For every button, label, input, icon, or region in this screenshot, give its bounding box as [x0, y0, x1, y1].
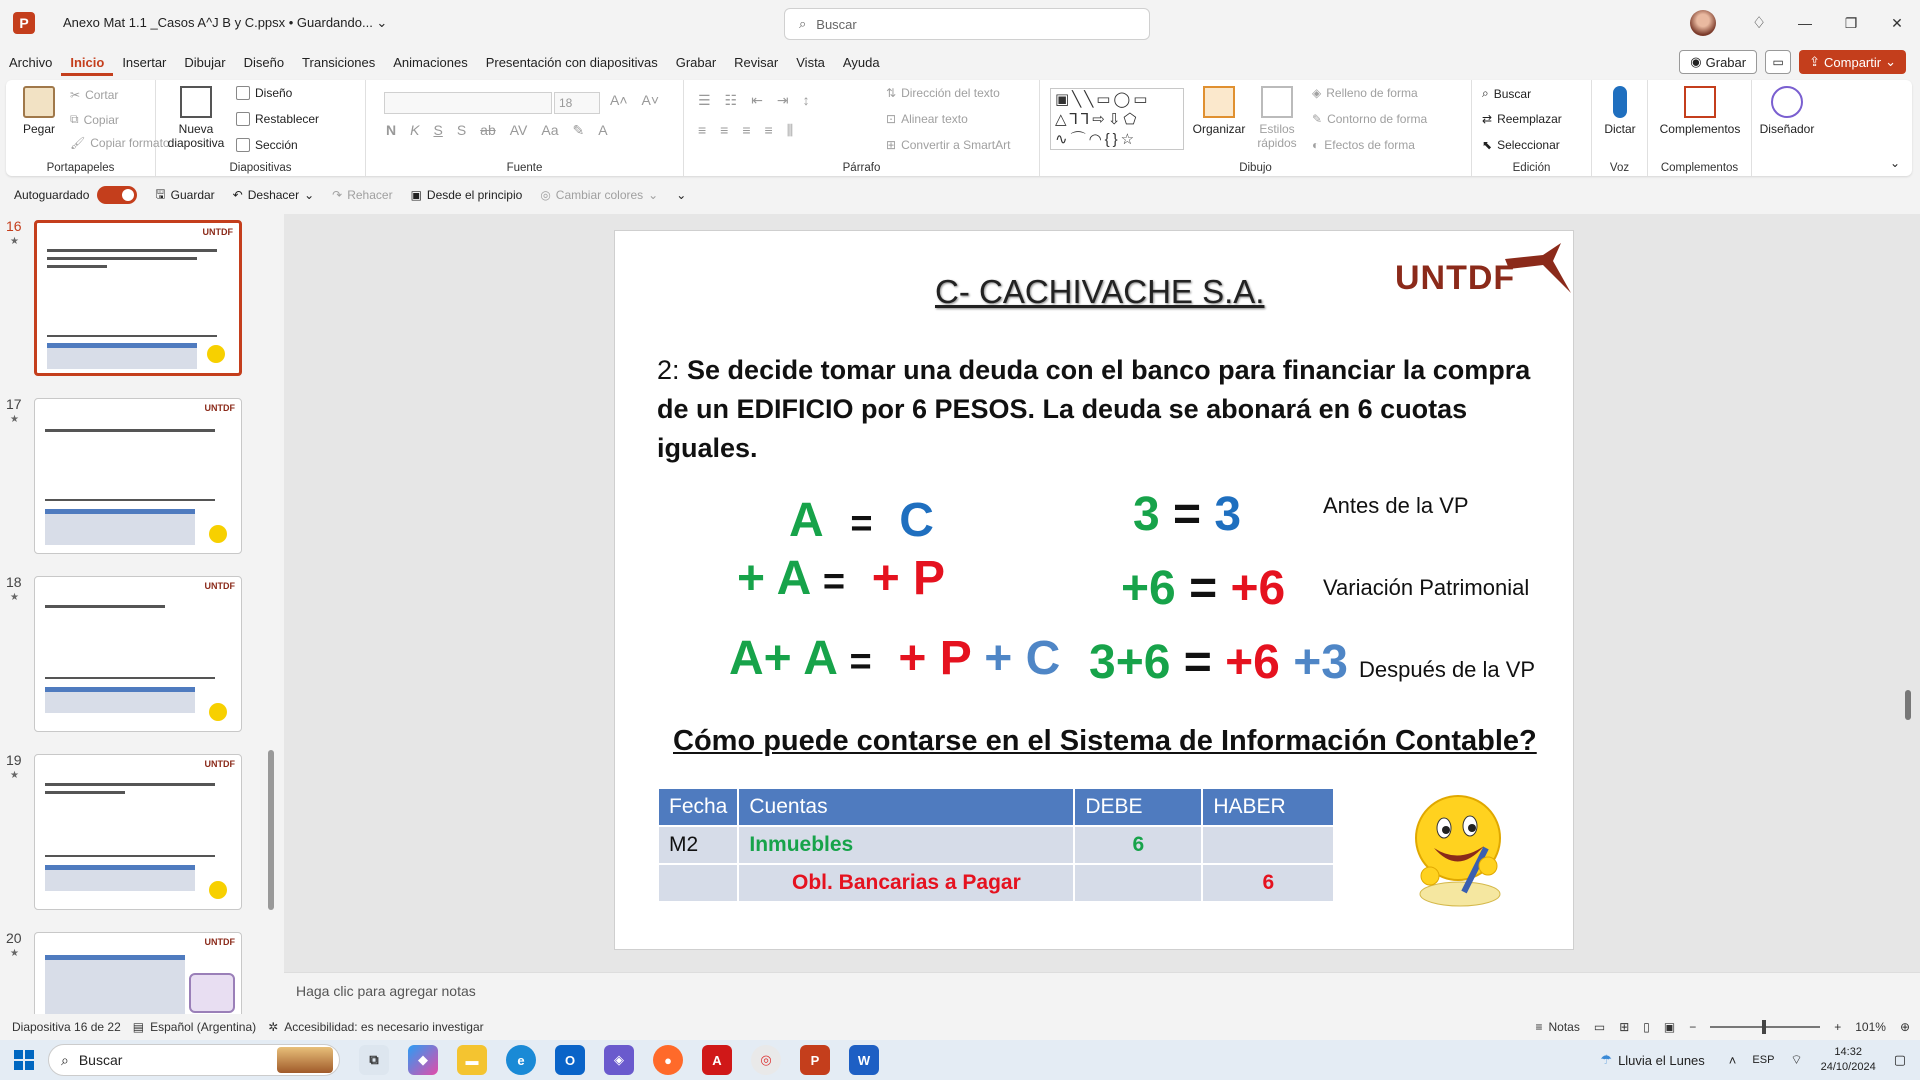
smiley-icon [209, 703, 227, 721]
taskbar [0, 1040, 1920, 1080]
autosave-toggle[interactable] [97, 186, 137, 204]
copy-button[interactable]: ⧉ Copiar [70, 112, 119, 127]
line-spacing-icon[interactable]: ↕ [802, 92, 810, 108]
chevron-down-icon: ⌄ [1885, 54, 1896, 69]
menu-revisar[interactable]: Revisar [734, 55, 779, 70]
slideshow-icon: ▣ [410, 188, 422, 202]
bullets-icon[interactable]: ☰ [698, 92, 711, 108]
text-direction-icon: ⇅ [886, 86, 897, 100]
problem-statement[interactable]: 2: Se decide tomar una deuda con el banco para financiar la compra de un EDIFICIO por 6 PESOS. La deuda se abonará en 6 cuotas iguales. [657, 355, 1531, 463]
network-icon[interactable]: ⌔ [1790, 1052, 1803, 1067]
fill-icon: ◈ [1312, 86, 1322, 100]
group-label: Párrafo [842, 162, 881, 174]
label-variation: Variación Patrimonial [1323, 575, 1530, 600]
thumb-table [45, 687, 195, 713]
thumb-text [47, 265, 107, 268]
designer-icon [1771, 86, 1803, 118]
menu-presentacion[interactable]: Presentación con diapositivas [485, 55, 658, 70]
zoom-in-icon[interactable]: + [1834, 1020, 1842, 1034]
smiley-icon [207, 345, 225, 363]
group-paragraph [684, 80, 1040, 176]
shrink-font-icon[interactable]: A˅ [641, 92, 660, 108]
paste-icon [23, 86, 55, 118]
palette-icon: ◎ [540, 188, 551, 202]
save-icon: 🖫 [155, 186, 166, 201]
cell-haber [1202, 826, 1334, 864]
language-status[interactable]: ▤ Español (Argentina) [132, 1020, 257, 1034]
change-colors-button[interactable]: ◎ Cambiar colores ⌄ [540, 188, 659, 202]
scissors-icon: ✂ [70, 88, 81, 102]
menu-dibujar[interactable]: Dibujar [184, 55, 226, 70]
cell-haber: 6 [1202, 864, 1334, 902]
bird-logo-icon [1503, 241, 1573, 297]
ribbon [6, 80, 1912, 176]
document-title[interactable]: Anexo Mat 1.1 _Casos A^J B y C.ppsx • Guardando... ⌄ [63, 15, 388, 30]
search-input[interactable] [784, 8, 1150, 40]
weather-icon: ☂ [1600, 1052, 1613, 1067]
search-icon: ⌕ [61, 1051, 69, 1068]
equation-variation: + A = + P [737, 552, 946, 605]
thumb-text [45, 499, 215, 501]
group-slides [156, 80, 366, 176]
group-label: Edición [1512, 162, 1551, 174]
smiley-icon [209, 881, 227, 899]
format-painter-button[interactable]: 🖌 Copiar formato [70, 136, 170, 150]
effects-icon: ◐ [1312, 138, 1320, 152]
equation-after: A+ A = + P + C [729, 632, 1061, 685]
comments-button[interactable] [1765, 50, 1791, 74]
thumb-table [45, 865, 195, 891]
smiley-writing-icon [1390, 786, 1520, 916]
arrange-button[interactable]: Organizar [1190, 86, 1248, 136]
dictate-button[interactable]: Dictar [1596, 86, 1644, 136]
thumb-text [47, 249, 217, 252]
group-label: Portapapeles [46, 162, 115, 174]
chrome-icon[interactable]: ◎ [751, 1045, 781, 1075]
comment-icon: ▭ [1772, 55, 1784, 69]
shape-effects-button[interactable]: ◐ Efectos de forma [1312, 138, 1415, 152]
group-editing [1472, 80, 1592, 176]
numbers-variation: +6 = +6 [1121, 562, 1286, 615]
underline-icon[interactable]: S [433, 122, 443, 138]
label-before: Antes de la VP [1323, 493, 1469, 518]
taskbar-search[interactable]: ⌕ Buscar [48, 1044, 340, 1076]
justify-icon[interactable]: ≡ [764, 122, 773, 138]
avatar[interactable] [1690, 10, 1716, 36]
format-buttons [386, 122, 608, 139]
slide-number: 17 [6, 396, 22, 412]
status-bar [0, 1014, 1920, 1040]
cell-cuenta: Obl. Bancarias a Pagar [738, 864, 1074, 902]
house-illustration-icon [277, 1047, 333, 1073]
zoom-level[interactable]: 101% [1855, 1020, 1886, 1034]
editor-scrollbar[interactable] [1902, 220, 1914, 960]
from-start-button[interactable]: ▣ Desde el principio [410, 188, 523, 202]
section-button[interactable]: Sección [236, 138, 298, 152]
record-button[interactable]: ◉ Grabar [1679, 50, 1757, 74]
maximize-button[interactable]: ❐ [1844, 14, 1858, 31]
slide-thumbnail-16[interactable] [34, 220, 242, 376]
undo-button[interactable]: ↶ Deshacer ⌄ [232, 188, 315, 202]
acrobat-icon[interactable]: A [702, 1045, 732, 1075]
shape-outline-button[interactable]: ✎ Contorno de forma [1312, 112, 1428, 126]
search-icon: ⌕ [1482, 86, 1489, 100]
align-left-icon[interactable]: ≡ [698, 122, 707, 138]
group-font [366, 80, 684, 176]
thumb-text [47, 335, 217, 337]
header-haber: HABER [1202, 788, 1334, 826]
slide-thumbnail-19[interactable] [34, 754, 242, 910]
untdf-logo: UNTDF [1395, 259, 1516, 297]
cell-fecha: M2 [658, 826, 738, 864]
new-slide-button[interactable]: Nueva diapositiva [164, 86, 228, 150]
edge-icon[interactable]: e [506, 1045, 536, 1075]
spacing-icon[interactable]: AV [509, 122, 528, 138]
group-label: Complementos [1660, 162, 1739, 174]
section-icon [236, 138, 250, 152]
system-tray [1600, 1040, 1920, 1080]
share-icon: ⇪ [1809, 54, 1821, 69]
new-slide-icon [180, 86, 212, 118]
smartart-icon: ⊞ [886, 138, 897, 152]
notification-icon[interactable]: ▢ [1893, 1052, 1906, 1067]
align-buttons [698, 122, 793, 139]
redo-icon: ↷ [332, 188, 343, 202]
thumb-text [47, 257, 197, 260]
question-heading: Cómo puede contarse en el Sistema de Información Contable? [673, 725, 1537, 757]
weather-text[interactable]: Lluvia el Lunes [1618, 1052, 1705, 1068]
cut-button[interactable]: ✂ Cortar [70, 88, 119, 102]
find-button[interactable]: ⌕ Buscar [1482, 86, 1532, 101]
thumbnail-pane [0, 214, 280, 1014]
search-placeholder: Buscar [816, 16, 857, 32]
header-debe: DEBE [1074, 788, 1202, 826]
thumbnail-scrollbar[interactable] [266, 214, 276, 1014]
slide-number: 20 [6, 930, 22, 946]
addins-icon [1684, 86, 1716, 118]
numbering-icon[interactable]: ☷ [724, 92, 738, 108]
thumb-text [45, 429, 215, 432]
thumb-logo: UNTDF [204, 403, 235, 413]
shape-fill-button[interactable]: ◈ Relleno de forma [1312, 86, 1418, 100]
thumb-logo: UNTDF [204, 581, 235, 591]
columns-icon[interactable]: ⫼ [786, 122, 794, 138]
quick-access-toolbar [0, 180, 1920, 210]
zoom-out-icon[interactable]: − [1689, 1020, 1697, 1034]
thumb-text [45, 783, 215, 786]
autosave: Autoguardado [14, 188, 90, 202]
star-icon: ★ [10, 770, 19, 781]
windows-start-icon[interactable] [14, 1050, 34, 1070]
chevron-up-icon[interactable]: ˄ [1728, 1052, 1737, 1068]
save-button[interactable]: 🖫 Guardar [155, 185, 214, 206]
font-size-buttons [610, 92, 659, 108]
task-view-icon[interactable]: ⧉ [359, 1045, 389, 1075]
redo-button[interactable]: ↷ Rehacer [332, 188, 393, 202]
group-drawing [1040, 80, 1472, 176]
menu-diseno[interactable]: Diseño [243, 55, 285, 70]
paste-button[interactable]: Pegar [16, 86, 62, 136]
group-label: Diapositivas [229, 162, 292, 174]
group-label: Fuente [506, 162, 543, 174]
star-icon: ★ [10, 414, 19, 425]
title-bar [0, 0, 1920, 46]
ribbon-collapse-icon[interactable]: ⌄ [1889, 156, 1900, 170]
replace-button[interactable]: ⇄ Reemplazar [1482, 112, 1562, 126]
group-addins [1648, 80, 1752, 176]
align-text-button[interactable]: ⊡ Alinear texto [886, 112, 968, 126]
thumb-text [45, 855, 215, 857]
cell-fecha [658, 864, 738, 902]
font-size-select[interactable]: 18 [554, 92, 600, 114]
italic-icon[interactable]: K [410, 122, 420, 138]
align-right-icon[interactable]: ≡ [742, 122, 751, 138]
indent-decrease-icon[interactable]: ⇤ [751, 92, 763, 108]
slide-number: 18 [6, 574, 22, 590]
layout-button[interactable]: Diseño [236, 86, 292, 100]
table-header-row [658, 788, 1334, 826]
star-icon: ★ [10, 236, 19, 247]
numbers-before: 3 = 3 [1133, 488, 1242, 541]
slide-canvas[interactable] [614, 230, 1574, 950]
quick-styles-icon [1261, 86, 1293, 118]
cursor-icon: ⬉ [1482, 138, 1493, 152]
customize-qat-icon[interactable]: ⌄ [676, 188, 687, 202]
zoom-slider[interactable] [1710, 1026, 1820, 1028]
normal-view-icon[interactable]: ▭ [1593, 1020, 1606, 1034]
smiley-icon [209, 525, 227, 543]
notes-pane[interactable] [284, 972, 1920, 1014]
lightbulb-icon[interactable]: ♢ [1751, 15, 1767, 32]
fit-slide-icon[interactable]: ⊕ [1899, 1020, 1910, 1034]
copy-icon: ⧉ [70, 112, 79, 126]
slide-number: 16 [6, 218, 22, 234]
undo-icon: ↶ [232, 188, 243, 202]
thumb-callout [189, 973, 235, 1013]
group-designer [1752, 80, 1822, 176]
slideshow-view-icon[interactable]: ▣ [1663, 1020, 1676, 1034]
align-text-icon: ⊡ [886, 112, 897, 126]
group-voice [1592, 80, 1648, 176]
accessibility-icon: ✲ [268, 1020, 279, 1034]
notes-icon: ≡ [1535, 1020, 1543, 1034]
align-center-icon[interactable]: ≡ [720, 122, 729, 138]
menu-ayuda[interactable]: Ayuda [842, 55, 880, 70]
brush-icon: 🖌 [70, 136, 86, 150]
menu-vista[interactable]: Vista [796, 55, 825, 70]
thumb-logo: UNTDF [204, 937, 235, 947]
thumb-table [45, 509, 195, 545]
accessibility-status[interactable]: ✲ Accesibilidad: es necesario investigar [268, 1020, 484, 1034]
layout-icon [236, 86, 250, 100]
menu-transiciones[interactable]: Transiciones [302, 55, 376, 70]
input-language[interactable]: ESP [1752, 1054, 1775, 1066]
copilot-icon[interactable]: ◆ [408, 1045, 438, 1075]
table-row [658, 826, 1334, 864]
group-clipboard [6, 80, 170, 176]
clock[interactable]: 14:32 24/10/2024 [1820, 1046, 1876, 1073]
equation-before: A = C [789, 494, 934, 547]
record-icon: ◉ [1690, 54, 1702, 69]
slide-thumbnail-18[interactable] [34, 576, 242, 732]
star-icon: ★ [10, 592, 19, 603]
search-icon: ⌕ [799, 16, 807, 31]
arrange-icon [1203, 86, 1235, 118]
grow-font-icon[interactable]: A˄ [610, 92, 628, 108]
replace-icon: ⇄ [1482, 112, 1493, 126]
scroll-thumb[interactable] [268, 750, 274, 910]
thumb-text [45, 791, 125, 794]
reset-icon [236, 112, 250, 126]
chevron-down-icon: ⌄ [648, 188, 659, 202]
label-after: Después de la VP [1359, 657, 1536, 682]
firefox-icon[interactable]: ● [653, 1045, 683, 1075]
group-label: Voz [1609, 162, 1630, 174]
bold-icon[interactable]: N [386, 122, 397, 138]
cell-debe [1074, 864, 1202, 902]
reset-button[interactable]: Restablecer [236, 112, 319, 126]
shadow-icon[interactable]: S [456, 122, 467, 138]
file-explorer-icon[interactable]: ▬ [457, 1045, 487, 1075]
addins-button[interactable]: Complementos [1652, 86, 1748, 136]
menu-archivo[interactable]: Archivo [9, 55, 53, 70]
word-icon[interactable]: W [849, 1045, 879, 1075]
select-button[interactable]: ⬉ Seleccionar [1482, 138, 1560, 152]
menu-insertar[interactable]: Insertar [122, 55, 167, 70]
slide-title[interactable]: C- CACHIVACHE S.A. [935, 273, 1265, 310]
menu-grabar[interactable]: Grabar [675, 55, 717, 70]
slide-number: 19 [6, 752, 22, 768]
quick-styles-button[interactable]: Estilos rápidos [1252, 86, 1302, 150]
header-cuentas: Cuentas [738, 788, 1074, 826]
spellcheck-icon: ▤ [132, 1020, 145, 1034]
ledger-table [657, 787, 1335, 903]
designer-button[interactable]: Diseñador [1756, 86, 1818, 136]
menu-animaciones[interactable]: Animaciones [393, 55, 468, 70]
thumb-table [47, 343, 197, 369]
scroll-thumb[interactable] [1905, 690, 1911, 720]
thumb-table [45, 955, 185, 1014]
notes-placeholder: Haga clic para agregar notas [296, 983, 476, 999]
cell-cuenta: Inmuebles [738, 826, 1074, 864]
outline-icon: ✎ [1312, 112, 1323, 126]
share-button[interactable]: ⇪ Compartir ⌄ [1799, 50, 1906, 74]
close-button[interactable]: ✕ [1891, 14, 1903, 31]
font-color-icon[interactable]: A [598, 122, 608, 138]
indent-increase-icon[interactable]: ⇥ [776, 92, 789, 108]
table-row [658, 864, 1334, 902]
header-fecha: Fecha [658, 788, 738, 826]
star-icon: ★ [10, 948, 19, 959]
shapes-gallery[interactable]: ▣╲╲▭◯▭ △⅂⅂⇨⇩⬠ ∿⌒◠{}☆ [1050, 88, 1184, 150]
case-icon[interactable]: Aa [541, 122, 559, 138]
slide-editor [284, 214, 1920, 972]
slide-thumbnail-20[interactable] [34, 932, 242, 1014]
cell-debe: 6 [1074, 826, 1202, 864]
strikethrough-icon[interactable]: ab [480, 122, 496, 138]
menu-bar [0, 50, 1920, 76]
slide-thumbnail-17[interactable] [34, 398, 242, 554]
group-label: Dibujo [1239, 162, 1272, 174]
powerpoint-taskbar-icon[interactable]: P [800, 1045, 830, 1075]
thumb-logo: UNTDF [202, 227, 233, 237]
thumb-logo: UNTDF [204, 759, 235, 769]
slide-position: Diapositiva 16 de 22 [12, 1020, 121, 1034]
sorter-view-icon[interactable]: ⊞ [1619, 1020, 1630, 1034]
highlight-icon[interactable]: ✎ [572, 122, 585, 138]
microphone-icon [1613, 86, 1627, 118]
notes-toggle[interactable]: ≡ Notas [1535, 1020, 1580, 1034]
numbers-after: 3+6 = +6 +3 [1089, 636, 1348, 689]
smartart-button[interactable]: ⊞ Convertir a SmartArt [886, 138, 1011, 152]
outlook-icon[interactable]: O [555, 1045, 585, 1075]
minimize-button[interactable]: — [1798, 15, 1812, 31]
chevron-down-icon: ⌄ [304, 188, 315, 202]
powerpoint-logo-icon: P [13, 12, 35, 34]
reading-view-icon[interactable]: ▯ [1643, 1020, 1650, 1034]
font-family-select[interactable] [384, 92, 552, 114]
menu-inicio[interactable]: Inicio [61, 50, 113, 76]
thumb-text [45, 605, 165, 608]
list-buttons [698, 92, 810, 109]
app-icon[interactable]: ◈ [604, 1045, 634, 1075]
text-direction-button[interactable]: ⇅ Dirección del texto [886, 86, 1000, 100]
thumb-text [45, 677, 215, 679]
